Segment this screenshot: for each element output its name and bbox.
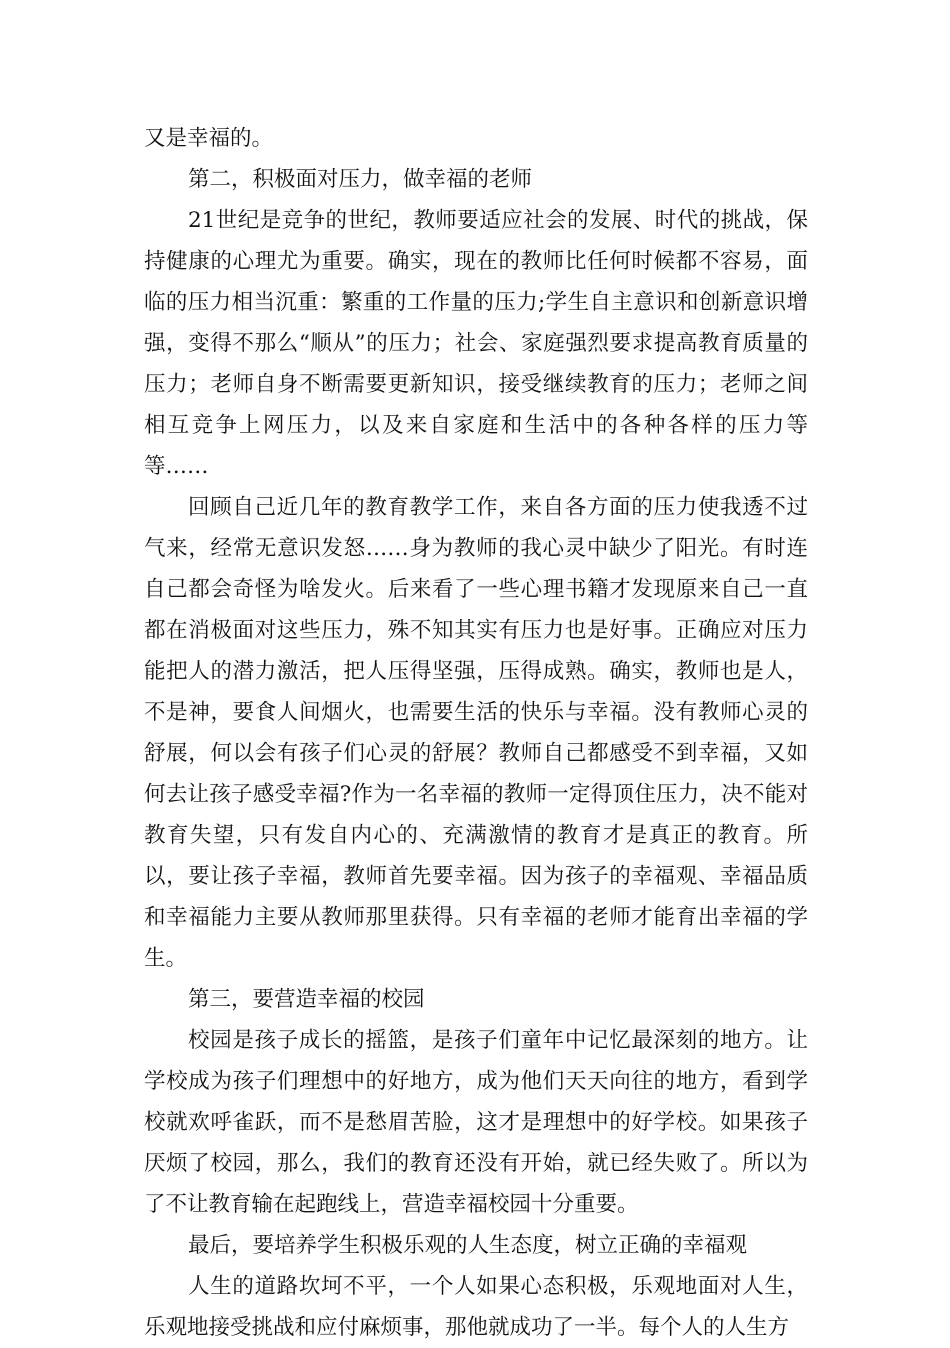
- section-heading-third: 第三，要营造幸福的校园: [188, 987, 425, 1012]
- paragraph-pressure: 21世纪是竞争的世纪，教师要适应社会的发展、时代的挑战，保持健康的心理尤为重要。确实，现在的教师比任何时候都不容易，面临的压力相当沉重：繁重的工作量的压力;学生自主意识和创新意识增强，变得不那么“顺从”的压力；社会、家庭强烈要求提高教育质量的压力；老师自身不断需要更新知识，接受继续教育的压力；老师之间相互竞争上网压力，以及来自家庭和生活中的各种各样的压力等等……: [144, 208, 808, 479]
- section-heading-second: 第二，积极面对压力，做幸福的老师: [188, 167, 533, 192]
- document-body: [144, 118, 808, 1348]
- paragraph-campus: 校园是孩子成长的摇篮，是孩子们童年中记忆最深刻的地方。让学校成为孩子们理想中的好地方，成为他们天天向往的地方，看到学校就欢呼雀跃，而不是愁眉苦脸，这才是理想中的好学校。如果孩子厌烦了校园，那么，我们的教育还没有开始，就已经失败了。所以为了不让教育输在起跑线上，营造幸福校园十分重要。: [144, 1028, 808, 1217]
- paragraph-life-road: 人生的道路坎坷不平，一个人如果心态积极，乐观地面对人生，乐观地接受挑战和应付麻烦事，那他就成功了一半。每个人的人生方: [144, 1274, 808, 1340]
- paragraph-review: 回顾自己近几年的教育教学工作，来自各方面的压力使我透不过气来，经常无意识发怒……身为教师的我心灵中缺少了阳光。有时连自己都会奇怪为啥发火。后来看了一些心理书籍才发现原来自己一直都在消极面对这些压力，殊不知其实有压力也是好事。正确应对压力能把人的潜力激活，把人压得坚强，压得成熟。确实，教师也是人，不是神，要食人间烟火，也需要生活的快乐与幸福。没有教师心灵的舒展，何以会有孩子们心灵的舒展？教师自己都感受不到幸福，又如何去让孩子感受幸福?作为一名幸福的教师一定得顶住压力，决不能对教育失望，只有发自内心的、充满激情的教育才是真正的教育。所以，要让孩子幸福，教师首先要幸福。因为孩子的幸福观、幸福品质和幸福能力主要从教师那里获得。只有幸福的老师才能育出幸福的学生。: [144, 495, 808, 971]
- section-heading-last: 最后，要培养学生积极乐观的人生态度，树立正确的幸福观: [188, 1233, 748, 1258]
- paragraph-continuation: 又是幸福的。: [144, 126, 274, 151]
